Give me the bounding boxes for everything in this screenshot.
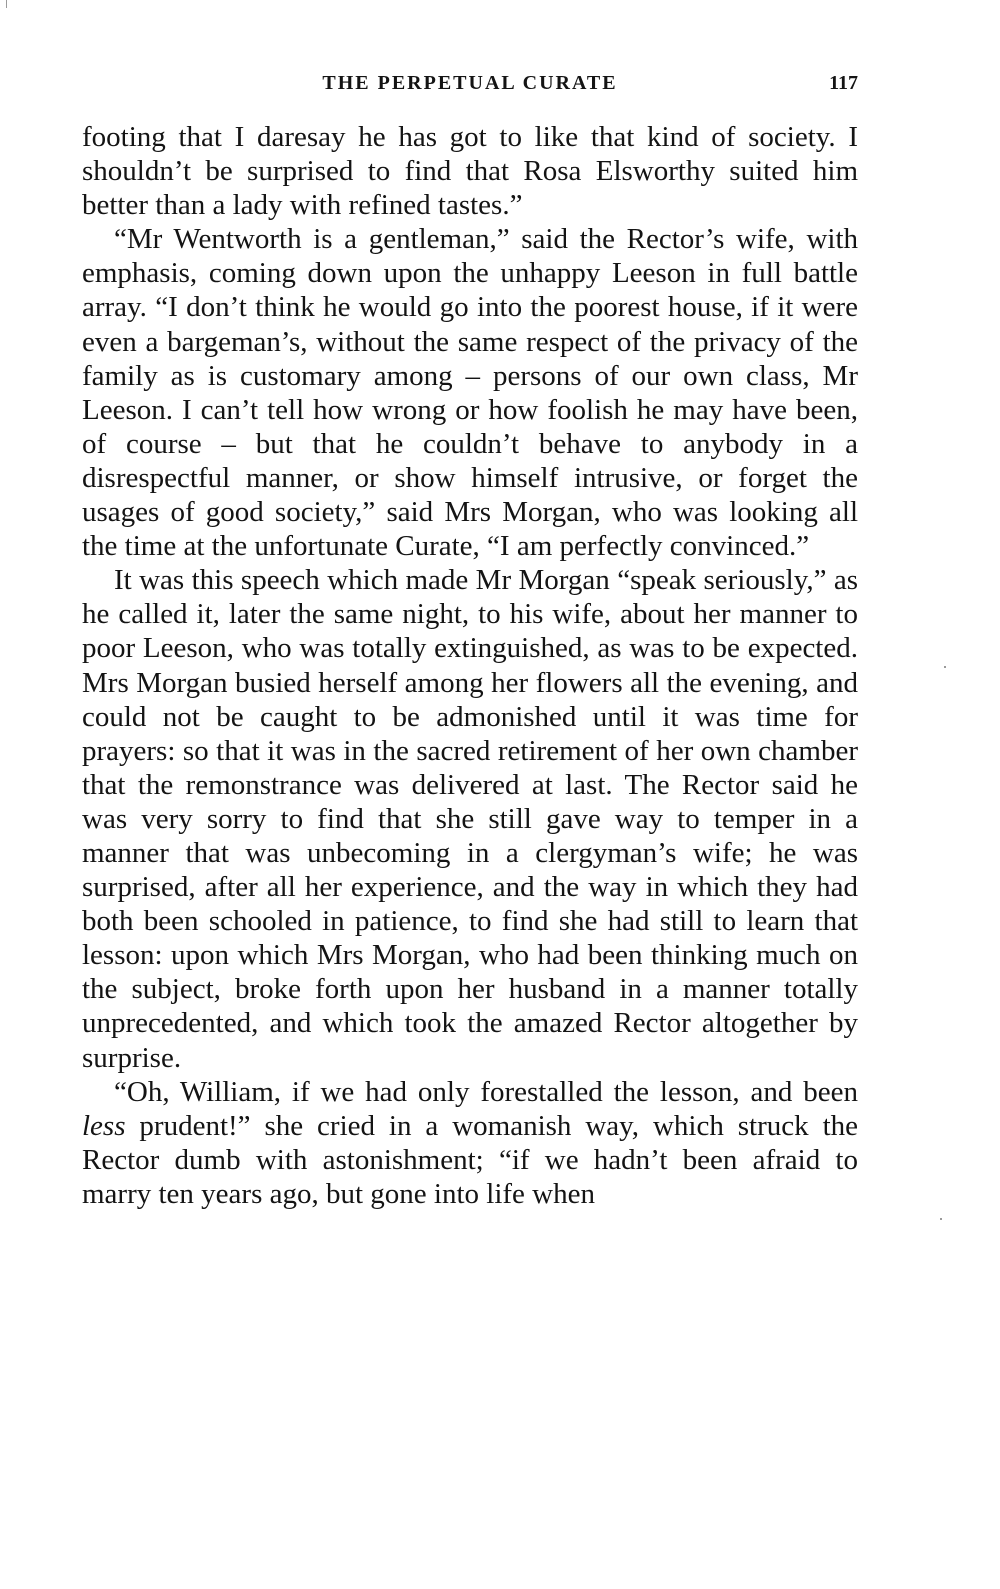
paragraph	[82, 1075, 858, 1211]
paragraph-continuation: footing that I daresay he has got to like that kind of society. I shouldn’t be surprised to find that Rosa Elsworthy suited him better than a lady with refined tastes.”	[82, 121, 858, 222]
paragraph: It was this speech which made Mr Morgan “speak seriously,” as he called it, later the same night, to his wife, about her manner to poor Leeson, who was totally extinguished, as was to be expected. Mrs Morgan busied herself among her flowers all the evening, and could not be caught to be admonished until it was time for prayers: so that it was in the sacred retirement of her own chamber that the remonstrance was delivered at last. The Rector said he was very sorry to find that she still gave way to temper in a manner that was unbecoming in a clergyman’s wife; he was surprised, after all her experience, and the way in which they had both been schooled in patience, to find she had still to learn that lesson: upon which Mrs Morgan, who had been thinking much on the subject, broke forth upon her husband in a manner totally unprecedented, and which took the amazed Rector altogether by surprise.	[82, 564, 858, 1074]
emphasized-word: less	[82, 1109, 126, 1142]
page-number: 117	[829, 72, 858, 94]
running-title: THE PERPETUAL CURATE	[322, 72, 618, 94]
running-head	[82, 72, 858, 100]
paragraph: “Mr Wentworth is a gentleman,” said the Rector’s wife, with emphasis, coming down upon the unhappy Leeson in full battle array. “I don’t think he would go into the poorest house, if it were even a bargeman’s, without the same respect of the privacy of the family as is customary among – persons of our own class, Mr Leeson. I can’t tell how wrong or how foolish he may have been, of course – but that he couldn’t behave to anybody in a disrespectful manner, or show himself intrusive, or forget the usages of good society,” said Mrs Morgan, who was looking all the time at the unfortunate Curate, “I am perfectly convinced.”	[82, 223, 858, 563]
paragraph-text: prudent!” she cried in a womanish way, which struck the Rector dumb with astonishment; “if we hadn’t been afraid to marry ten years ago, but gone into life when	[82, 1109, 858, 1210]
scan-speck	[944, 666, 946, 668]
scan-speck	[940, 1218, 942, 1220]
paragraph-text: “Oh, William, if we had only forestalled the lesson, and been	[114, 1075, 858, 1108]
scan-speck	[6, 0, 7, 8]
body-text	[82, 120, 858, 1211]
